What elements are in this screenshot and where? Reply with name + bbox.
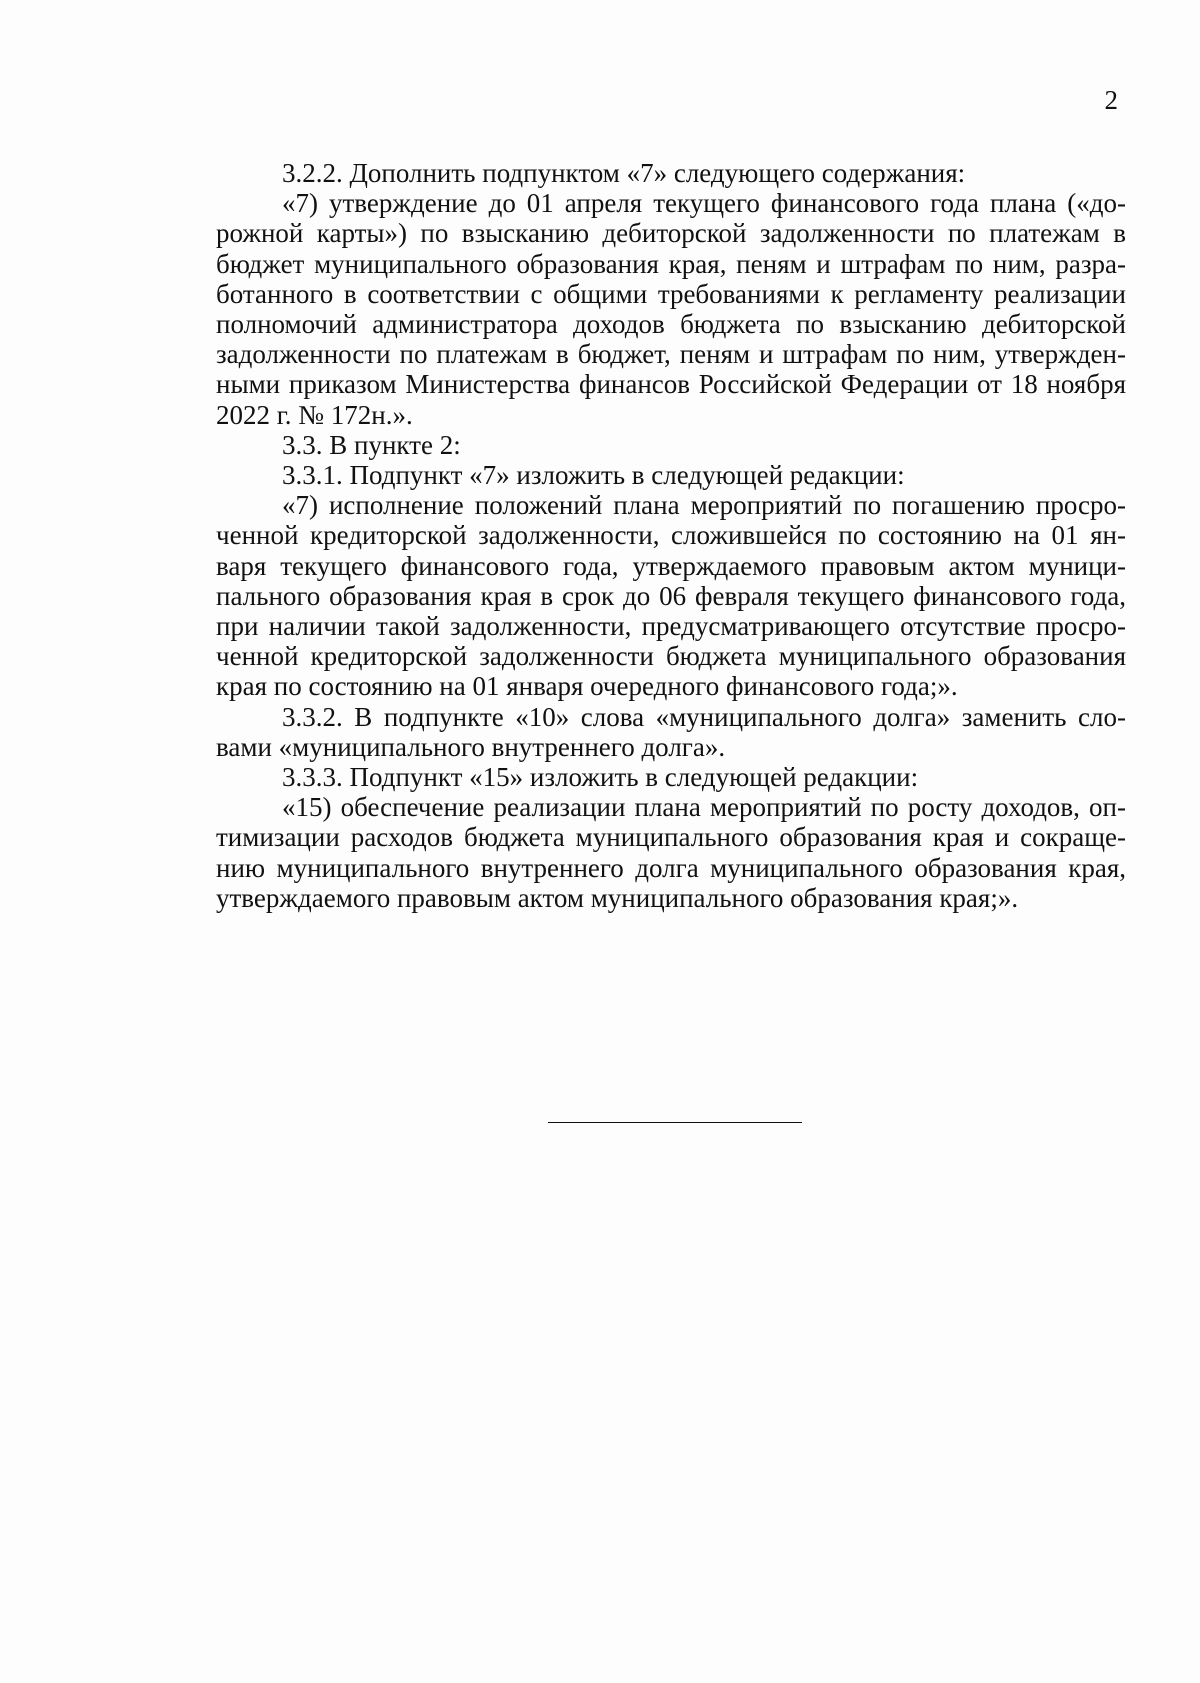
page-number: 2 bbox=[1104, 85, 1118, 115]
closing-divider bbox=[548, 1122, 802, 1123]
paragraph-3-3-3: 3.3.3. Подпункт «15» изложить в следующей редакции: bbox=[282, 762, 919, 793]
paragraph-3-3-2: 3.3.2. В подпункте «10» слова «муниципального долга» заменить словами «муниципального внутреннего долга». bbox=[216, 701, 1126, 762]
paragraph-3-2-2: 3.2.2. Дополнить подпунктом «7» следующего содержания: bbox=[282, 158, 966, 188]
document-body bbox=[216, 158, 1126, 913]
paragraph-3-3-1: 3.3.1. Подпункт «7» изложить в следующей редакции: bbox=[282, 460, 905, 491]
paragraph-subitem-15-text: «15) обеспечение реализации плана мероприятий по росту доходов, оптимизации расходов бюджета муниципального образования края и сокращению муниципального внутреннего долга муниципального образования края, утверждаемого правовым актом муниципального образования края;». bbox=[216, 792, 1126, 913]
paragraph-3-3: 3.3. В пункте 2: bbox=[282, 429, 461, 460]
paragraph-subitem-7-new-text: «7) исполнение положений плана мероприятий по погашению просроченной кредиторской задолженности, сложившейся по состоянию на 01 января текущего финансового года, утверждаемого правовым актом муниципального образования края в срок до 06 февраля текущего финансового года, при наличии такой задолженности, предусматривающего отсутствие просроченной кредиторской задолженности бюджета муниципального образования края по состоянию на 01 января очередного финансового года;». bbox=[216, 490, 1126, 702]
paragraph-subitem-7-text: «7) утверждение до 01 апреля текущего финансового года плана («дорожной карты») по взысканию дебиторской задолженности по платежам в бюджет муниципального образования края, пеням и штрафам по ним, разработанного в соответствии с общими требованиями к регламенту реализации полномочий администратора доходов бюджета по взысканию дебиторской задолженности по платежам в бюджет, пеням и штрафам по ним, утвержденными приказом Министерства финансов Российской Федерации от 18 ноября 2022 г. № 172н.». bbox=[216, 188, 1126, 430]
